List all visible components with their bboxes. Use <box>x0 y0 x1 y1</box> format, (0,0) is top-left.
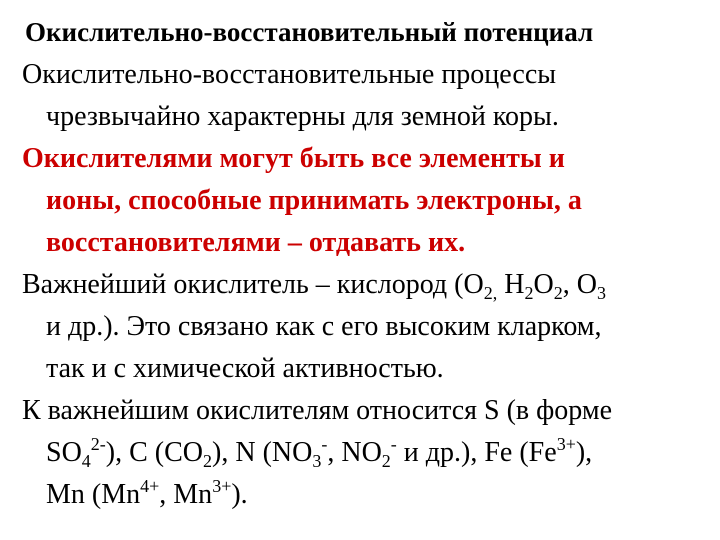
text-fragment: Н <box>497 269 525 300</box>
subscript: 2 <box>553 283 563 303</box>
paragraph-line: Окислительно-восстановительные процессы <box>22 59 557 90</box>
paragraph-oxygen <box>22 264 712 390</box>
paragraph-line: чрезвычайно характерны для земной коры. <box>46 101 559 132</box>
paragraph-line: и др.). Это связано как с его высоким кларком, <box>46 311 602 342</box>
paragraph-line-formula <box>22 474 712 516</box>
text-fragment: О <box>533 269 554 300</box>
text-fragment: , Mn <box>159 479 213 510</box>
subscript: 2 <box>203 451 213 471</box>
paragraph-important-oxidizers <box>22 390 712 516</box>
subscript: 4 <box>81 451 91 471</box>
text-fragment: и др.), Fe (Fe <box>396 437 557 468</box>
subscript: 3 <box>596 283 606 303</box>
paragraph-line: К важнейшим окислителям относится S (в форме <box>22 395 612 426</box>
text-fragment: Mn (Mn <box>46 479 141 510</box>
paragraph-line: восстановителями – отдавать их. <box>46 227 466 258</box>
paragraph-line-formula <box>22 264 712 306</box>
paragraph-line: Окислителями могут быть все элементы и <box>22 143 565 174</box>
superscript: 2- <box>90 434 106 454</box>
text-fragment: ), <box>575 437 593 468</box>
paragraph-line: так и с химической активностью. <box>46 353 444 384</box>
subscript: 2 <box>381 451 391 471</box>
paragraph-oxidizers-definition <box>22 138 712 264</box>
subscript: 2, <box>483 283 498 303</box>
paragraph-redox-processes <box>22 54 712 138</box>
text-fragment: , О <box>562 269 597 300</box>
text-fragment: SO <box>46 437 82 468</box>
superscript: 4+ <box>140 476 160 496</box>
text-fragment: ). <box>231 479 248 510</box>
superscript: 3+ <box>556 434 576 454</box>
slide-title: Окислительно-восстановительный потенциал <box>25 17 594 47</box>
text-fragment: , NO <box>327 437 382 468</box>
paragraph-line: ионы, способные принимать электроны, а <box>46 185 582 216</box>
subscript: 3 <box>312 451 322 471</box>
subscript: 2 <box>524 283 534 303</box>
paragraph-line-formula <box>22 432 712 474</box>
superscript: - <box>390 434 397 454</box>
superscript: - <box>321 434 328 454</box>
text-fragment: ), N (NO <box>212 437 313 468</box>
text-fragment: ), C (CO <box>105 437 204 468</box>
superscript: 3+ <box>212 476 232 496</box>
text-fragment: Важнейший окислитель – кислород (О <box>22 269 484 300</box>
